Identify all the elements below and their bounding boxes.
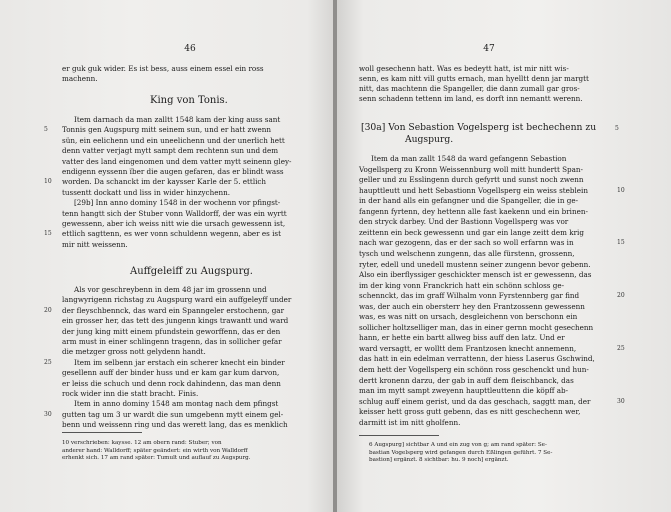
section-heading: King von Tonis. bbox=[150, 95, 228, 106]
line-number: 30 bbox=[44, 410, 52, 418]
text-line: fangenn fyrtenn, dey hettenn alle fast kaekenn und ein brinen- bbox=[359, 206, 588, 216]
page-number-left: 46 bbox=[184, 44, 196, 54]
line-number: 10 bbox=[44, 178, 52, 186]
text-line: Vogellsperg zu Kronn Weissennburg woll mitt hundertt Span- bbox=[359, 164, 583, 174]
text-line: machenn. bbox=[62, 74, 98, 83]
line-number: 25 bbox=[617, 344, 625, 352]
left-page bbox=[0, 0, 334, 512]
line-number: 10 bbox=[617, 186, 625, 194]
text-line: sün, ein eelichenn und ein uneelichenn und der unerlich hett bbox=[62, 135, 285, 145]
text-line: schennckt, das im graff Wilhalm vonn Fyrstennberg gar find bbox=[359, 291, 580, 301]
text-line: im der king vonn Franckrich hatt ein schönn schloss ge- bbox=[359, 280, 565, 290]
text-line: Also ein iberflyssiger geschickter mensch ist er gewessenn, das bbox=[359, 270, 592, 280]
text-line: senn schadenn tettenn im land, es dorft inn nemantt werenn. bbox=[359, 94, 583, 103]
footnote-line: 6 Augspurg] sichtbar A und ein zug von g; am rand später: Se- bbox=[369, 442, 547, 448]
text-line: das hatt in ein edelman verrattenn, der hiess Laserus Gschwind, bbox=[359, 354, 595, 364]
footnote-rule bbox=[359, 435, 439, 436]
text-line: langwyrigenn richstag zu Augspurg ward ein auffgeleyff under bbox=[62, 295, 292, 305]
text-line: mir nitt weissenn. bbox=[62, 239, 128, 249]
text-line: endigenn eyssenn ïber die augen gefaren, das er blindt wass bbox=[62, 167, 284, 176]
line-number: 15 bbox=[617, 239, 625, 247]
text-line: man im mytt sampt zweyenn haupttleuttenn die köpff ab- bbox=[359, 386, 569, 396]
text-line: ryter, edell und unedell mustenn seiner zungenn bevor gebenn. bbox=[359, 259, 591, 269]
section-heading: Auffgeleiff zu Augspurg. bbox=[130, 266, 253, 277]
footnote-line: erhenkt sich. 17 am rand später: Tumult und auflauf zu Augspurg. bbox=[62, 455, 251, 461]
footnote-line: bastian Vogelsperg wird gefangen durch Eßlingen geführt. 7 Se- bbox=[369, 449, 553, 456]
text-line: benn und weissenn ring und das werett lang, das es menklich bbox=[62, 420, 288, 430]
text-line: darmitt ist im nitt gholfenn. bbox=[359, 417, 461, 427]
section-heading: [30a] Von Sebastion Vogelsperg ist bechechenn zu bbox=[361, 122, 597, 133]
right-page bbox=[337, 0, 671, 512]
text-line: keisser hett gross gutt gebenn, das es nitt geschechenn wer, bbox=[359, 407, 581, 417]
text-line: dertt kronenn darzu, der gab in auff dem fleischbanck, das bbox=[359, 375, 574, 385]
text-line: ward versagtt, er wolltt dem Frantzosen knecht annemenn, bbox=[359, 343, 577, 353]
text-line: arm must in einer schlingenn tragenn, das in sollicher gefar bbox=[62, 337, 282, 346]
text-line: haupttleutt und hett Sebastionn Vogellsperg ein weiss steblein bbox=[359, 185, 588, 195]
line-number: 25 bbox=[44, 358, 52, 366]
line-number: 15 bbox=[44, 230, 52, 238]
text-line: in der hand alls ein gefangner und die Spangeller, die in ge- bbox=[359, 196, 579, 206]
footnote-line: anderer hand: Walldorff; später geändert: ein wirth von Walldorff bbox=[62, 447, 248, 454]
text-line: tysch und welschenn zungenn, das alle fürstenn, grossenn, bbox=[359, 248, 575, 258]
text-line: zeittenn ein beck gewessenn und gar ein lange zeitt dem krig bbox=[359, 227, 584, 237]
page-number-right: 47 bbox=[483, 44, 495, 54]
line-number: 5 bbox=[615, 125, 619, 132]
text-line: [29b] Inn anno dominy 1548 in der wochenn vor pfingst- bbox=[74, 198, 281, 208]
text-line: der jung king mitt einem pfundstein geworffenn, das er den bbox=[62, 326, 281, 336]
text-line: vatter des land eingenomen und dem vatter mytt seinenn gley- bbox=[62, 156, 292, 166]
text-line: Item im selbenn jar erstach ein scherer knecht ein binder bbox=[74, 357, 285, 367]
text-line: Item in anno dominy 1548 am montag nach dem pfingst bbox=[74, 399, 279, 409]
text-line: tussentt dockatt und liss in wider hinzychenn. bbox=[62, 187, 230, 197]
text-line: er leiss die schuch und denn rock dahindenn, das man denn bbox=[62, 378, 281, 388]
text-line: ettlich sagttenn, es wer vonn schuldenn wegenn, aber es ist bbox=[62, 229, 282, 239]
text-line: worden. Da schanckt im der kaysser Karle der 5. ettlich bbox=[62, 177, 267, 187]
text-line: tenn hangtt sich der Stuber vonn Walldorff, der was ein wyrtt bbox=[62, 208, 287, 218]
text-line: gewessenn, aber ich weiss nitt wie die ursach gewessenn ist, bbox=[62, 219, 286, 228]
text-line: rock wider inn die statt bracht. Finis. bbox=[62, 389, 199, 398]
text-line: Tonnis gen Augspurg mitt seinem sun, und er hatt zwenn bbox=[62, 125, 271, 135]
text-line: woll gesechenn hatt. Was es bedeytt hatt, ist mir nitt wis- bbox=[359, 64, 569, 73]
text-line: nitt, das machtenn die Spangeller, die dann zumall gar gros- bbox=[359, 84, 580, 93]
text-line: hann, er hette ein bartt allweg biss auff den latz. Und er bbox=[359, 333, 565, 343]
text-line: er guk guk wider. Es ist bess, auss einem essel ein ross bbox=[62, 64, 264, 73]
text-line: Item da man zallt 1548 da ward gefangenn Sebastion bbox=[371, 154, 567, 163]
text-line: senn, es kam nitt vill gutts ernach, man hyelltt denn jar margtt bbox=[359, 74, 589, 83]
text-line: schlug auff einem gerist, und da das geschach, saggtt man, der bbox=[359, 396, 591, 406]
text-line: nach war gezogenn, das er der sach so woll erfarnn was in bbox=[359, 238, 574, 248]
text-line: denn vatter verjagt mytt sampt dem rechtenn sun und dem bbox=[62, 146, 279, 156]
line-number: 30 bbox=[617, 397, 625, 405]
text-line: gutten tag um 3 ur wardt die sun umgebenn mytt einem gel- bbox=[62, 409, 284, 419]
text-line: den stryck darbey. Und der Bastionn Vogellsperg was vor bbox=[359, 217, 569, 227]
text-line: dem hett der Vogellsperg ein schönn ross geschenckt und hun- bbox=[359, 365, 589, 374]
text-line: geller und zu Esslingenn durch gefyrtt und sunst noch zwenn bbox=[359, 175, 584, 185]
footnote-rule bbox=[62, 432, 142, 433]
text-line: Als vor geschreybenn in dem 48 jar im grossenn und bbox=[74, 285, 267, 294]
text-line: was, es was nitt on ursach, desgleichenn von berschonn ein bbox=[359, 312, 578, 322]
section-heading: Augspurg. bbox=[405, 134, 454, 145]
text-line: Item darnach da man zalltt 1548 kam der king auss sant bbox=[74, 115, 281, 124]
text-line: sollicher holtzselliger man, das in einer gernn mocht gesechenn bbox=[359, 322, 594, 332]
line-number: 5 bbox=[44, 126, 48, 134]
text-line: ein grosser her, das tett des jungenn kings trawantt und ward bbox=[62, 316, 289, 326]
text-line: der fleyschbennck, das ward ein Spanngeler erstochenn, gar bbox=[62, 305, 285, 315]
footnote-line: 10 verschrieben: kaysse. 12 am obern rand: Stuber; von bbox=[62, 440, 222, 446]
text-line: die metzger gross nott gelydenn handt. bbox=[62, 347, 206, 357]
line-number: 20 bbox=[617, 292, 625, 300]
text-line: gesellenn auff der binder huss und er kam gar kum darvon, bbox=[62, 368, 280, 378]
text-line: was, der auch ein obersterr hey den Frantzossenn gewessenn bbox=[359, 301, 585, 311]
line-number: 20 bbox=[44, 306, 52, 314]
footnote-line: bastion] ergänzt. 8 sichtbar: hu. 9 noch] ergänzt. bbox=[369, 457, 509, 463]
